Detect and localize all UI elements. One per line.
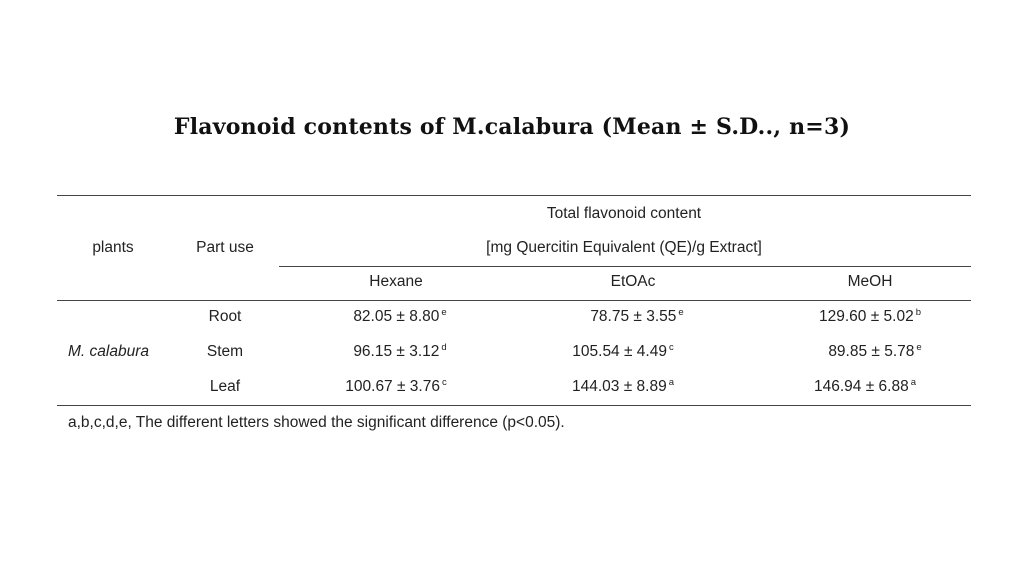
cell-root-etoac [590,308,683,326]
value-text: 129.60 ± 5.02 [819,308,914,325]
header-plants: plants [92,239,134,256]
value-text: 146.94 ± 6.88 [814,378,909,395]
cell-leaf-meoh [814,378,916,396]
value-text: 96.15 ± 3.12 [353,343,440,360]
header-group-line2: [mg Quercitin Equivalent (QE)/g Extract] [486,239,762,256]
significance-letter: e [916,342,922,353]
cell-stem-meoh [828,343,921,361]
table-bottom-rule [57,405,971,406]
table-footnote: a,b,c,d,e, The different letters showed the significant difference (p<0.05). [68,414,565,431]
significance-letter: d [441,342,447,353]
plant-name: M. calabura [68,343,149,360]
significance-letter: e [441,307,447,318]
cell-leaf-etoac [572,378,674,396]
row-part-stem: Stem [206,343,244,360]
table-header-rule [57,300,971,301]
cell-root-meoh [819,308,921,326]
significance-letter: e [678,307,684,318]
value-text: 82.05 ± 8.80 [353,308,440,325]
cell-stem-hexane [353,343,446,361]
header-group-line1: Total flavonoid content [546,205,702,222]
row-part-leaf: Leaf [209,378,241,395]
value-text: 100.67 ± 3.76 [345,378,440,395]
value-text: 78.75 ± 3.55 [590,308,677,325]
significance-letter: a [910,377,916,388]
cell-root-hexane [353,308,446,326]
cell-leaf-hexane [345,378,446,396]
table-top-rule [57,195,971,196]
value-text: 144.03 ± 8.89 [572,378,667,395]
significance-letter: c [441,377,447,388]
value-text: 105.54 ± 4.49 [572,343,667,360]
header-solvent-etoac: EtOAc [610,273,656,290]
header-solvent-meoh: MeOH [847,273,893,290]
significance-letter: c [668,342,674,353]
table-group-rule [279,266,971,267]
cell-stem-etoac [572,343,673,361]
significance-letter: b [915,307,921,318]
header-part-use: Part use [196,239,254,256]
page-title: Flavonoid contents of M.calabura (Mean ± S.D.., n=3) [173,114,851,140]
value-text: 89.85 ± 5.78 [828,343,915,360]
row-part-root: Root [208,308,242,325]
significance-letter: a [668,377,674,388]
header-solvent-hexane: Hexane [369,273,423,290]
